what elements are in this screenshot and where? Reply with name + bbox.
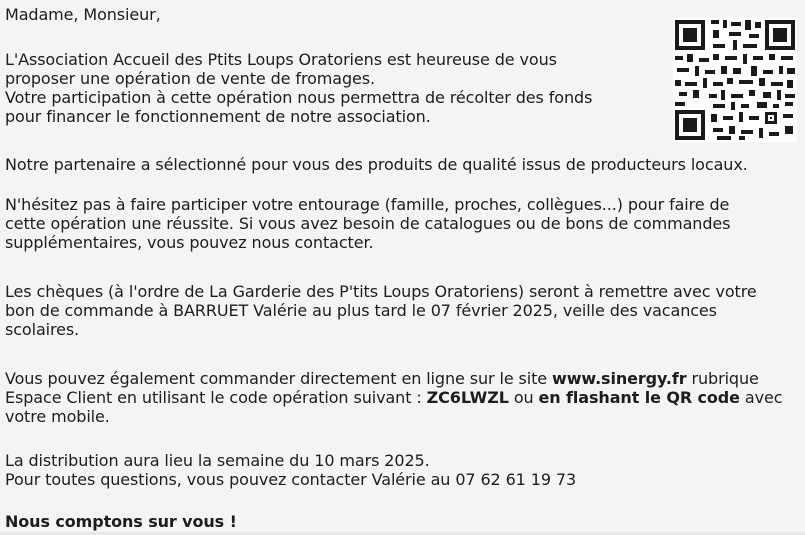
closing-text: Nous comptons sur vous ! <box>5 512 237 531</box>
qr-code-instruction: en flashant le QR code <box>538 388 740 407</box>
paragraph-3-line-2: cette opération une réussite. Si vous avez besoin de catalogues ou de bons de commandes <box>5 214 731 233</box>
paragraph-4-line-1: Les chèques (à l'ordre de La Garderie des P'tits Loups Oratoriens) seront à remettre avec votre <box>5 282 757 301</box>
paragraph-5-line-3: votre mobile. <box>5 407 110 426</box>
paragraph-4-line-3: scolaires. <box>5 320 80 339</box>
website-link[interactable]: www.sinergy.fr <box>552 369 687 388</box>
paragraph-5-line-1 <box>5 369 759 388</box>
paragraph-1-line-2: proposer une opération de vente de fromages. <box>5 69 375 88</box>
paragraph-2-line-1: Notre partenaire a sélectionné pour vous des produits de qualité issus de producteurs locaux. <box>5 155 748 174</box>
p5-text-2: rubrique <box>686 369 759 388</box>
paragraph-6-line-2: Pour toutes questions, vous pouvez contacter Valérie au 07 62 61 19 73 <box>5 470 577 489</box>
p5-text-1: Vous pouvez également commander directement en ligne sur le site <box>5 369 553 388</box>
closing <box>5 512 237 531</box>
qr-code-icon[interactable] <box>673 18 797 142</box>
paragraph-1-line-1: L'Association Accueil des Ptits Loups Oratoriens est heureuse de vous <box>5 50 557 69</box>
paragraph-6-line-1: La distribution aura lieu la semaine du 10 mars 2025. <box>5 451 430 470</box>
paragraph-3-line-3: supplémentaires, vous pouvez nous contacter. <box>5 233 374 252</box>
paragraph-3-line-1: N'hésitez pas à faire participer votre entourage (famille, proches, collègues...) pour faire de <box>5 195 730 214</box>
qr-code-graphic <box>673 18 797 142</box>
p5-text-4: ou <box>508 388 539 407</box>
p5-text-3: Espace Client en utilisant le code opération suivant : <box>5 388 427 407</box>
paragraph-5-line-2 <box>5 388 782 407</box>
paragraph-4-line-2: bon de commande à BARRUET Valérie au plus tard le 07 février 2025, veille des vacances <box>5 301 717 320</box>
greeting: Madame, Monsieur, <box>5 5 161 24</box>
operation-code: ZC6LWZL <box>426 388 509 407</box>
p5-text-5: avec <box>739 388 783 407</box>
paragraph-1-line-3: Votre participation à cette opération nous permettra de récolter des fonds <box>5 88 593 107</box>
paragraph-1-line-4: pour financer le fonctionnement de notre association. <box>5 107 431 126</box>
